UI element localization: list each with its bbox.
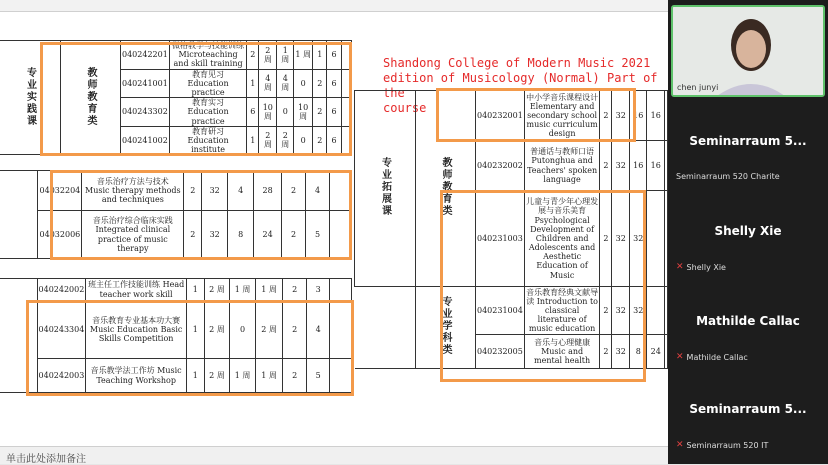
course-code: 040242002 (37, 279, 86, 301)
cell: 32 (612, 335, 630, 369)
cell: 1 (247, 126, 259, 155)
cat-cell: 教师教育类 (415, 91, 476, 287)
cell: 32 (629, 191, 647, 287)
shared-slide (0, 12, 668, 446)
cell: 2 (283, 279, 307, 301)
cell: 1 周 (230, 359, 256, 393)
participant-name: Mathilde Callac (686, 352, 748, 362)
cell: 1 (186, 359, 204, 393)
cell: 1 (313, 41, 327, 70)
cat-cell: 教师教育类 (60, 41, 121, 155)
cell: 8 (228, 211, 254, 259)
cell: 10 周 (259, 98, 277, 127)
cell: 32 (612, 287, 630, 335)
course-code: 040232002 (476, 141, 525, 191)
course-name: 微格教学与技能训练 Microteaching and skill training (169, 41, 247, 70)
participant-display-name: Seminarraum 5... (689, 402, 807, 416)
cell: 32 (202, 211, 228, 259)
cell: 24 (254, 211, 282, 259)
course-code: 040231003 (476, 191, 525, 287)
cell: 2 (282, 211, 306, 259)
cell: 1 (247, 69, 259, 98)
participant-name: Seminarraum 520 Charite (676, 172, 780, 181)
cell: 1 周 (294, 41, 313, 70)
cell (355, 287, 416, 369)
cell: 0 (230, 301, 256, 359)
cell (341, 69, 351, 98)
cell (330, 359, 352, 393)
course-name: 音乐教学法工作坊 Music Teaching Workshop (86, 359, 187, 393)
course-code: 040232001 (476, 91, 525, 141)
cell: 28 (254, 171, 282, 211)
cell: 16 (629, 91, 647, 141)
cell (647, 287, 665, 335)
cell: 4 (228, 171, 254, 211)
course-code: 04032006 (38, 211, 82, 259)
cat-cell: 专业实践课 (0, 41, 60, 155)
cat-cell: 专业学科类 (415, 287, 476, 369)
participant-tile[interactable] (668, 280, 828, 370)
cell (341, 126, 351, 155)
participant-display-name: Mathilde Callac (696, 314, 800, 328)
cell: 3 (306, 279, 330, 301)
course-code: 040243304 (37, 301, 86, 359)
table-practice (0, 40, 352, 155)
cell: 6 (327, 69, 341, 98)
course-name: 音乐教育专业基本功大赛 Music Education Basic Skills Competition (86, 301, 187, 359)
cell: 2 (600, 91, 612, 141)
cell (0, 171, 38, 259)
cell (329, 211, 351, 259)
cell (329, 171, 351, 211)
cell: 8 (629, 335, 647, 369)
cell: 1 周 (230, 279, 256, 301)
cell: 4 (306, 301, 330, 359)
participant-label (676, 352, 748, 362)
cell: 2 (184, 171, 202, 211)
cell: 2 (600, 191, 612, 287)
cell: 2 (282, 171, 306, 211)
cell: 2 周 (277, 126, 294, 155)
cell: 32 (612, 191, 630, 287)
cell: 2 周 (204, 359, 230, 393)
cell: 2 (313, 69, 327, 98)
cell: 16 (647, 141, 665, 191)
course-code: 040242201 (121, 41, 170, 70)
participant-label (676, 172, 780, 181)
cell (341, 98, 351, 127)
cell (330, 279, 352, 301)
slide-toolbar (0, 0, 668, 12)
cell: 2 周 (204, 279, 230, 301)
course-code: 040231004 (476, 287, 525, 335)
cell: 2 (313, 126, 327, 155)
table-workshop (0, 278, 352, 393)
course-name: 教育实习 Education practice (169, 98, 247, 127)
cell: 1 周 (255, 279, 283, 301)
course-name: 教育研习 Education institute (169, 126, 247, 155)
participant-tile[interactable] (668, 100, 828, 192)
participant-name: Shelly Xie (686, 262, 726, 272)
participant-video-chen-junyi[interactable] (671, 5, 825, 97)
cell: 2 周 (255, 301, 283, 359)
course-code: 040243302 (121, 98, 170, 127)
cell: 6 (327, 98, 341, 127)
cell: 24 (647, 335, 665, 369)
cell: 16 (629, 141, 647, 191)
cell (341, 41, 351, 70)
cell: 2 (283, 359, 307, 393)
cell: 1 (186, 301, 204, 359)
table-expansion (354, 90, 668, 369)
cell: 32 (629, 287, 647, 335)
cell (647, 191, 665, 287)
cell: 2 周 (259, 126, 277, 155)
course-name: 音乐治疗方法与技术 Music therapy methods and techniques (82, 171, 184, 211)
course-name: 教育见习 Education practice (169, 69, 247, 98)
table-therapy (0, 170, 352, 259)
cat-cell: 专业拓展课 (355, 91, 416, 287)
mic-muted-icon: ✕ (676, 440, 684, 450)
cell: 2 (184, 211, 202, 259)
cell: 6 (247, 98, 259, 127)
cell: 2 (600, 287, 612, 335)
cell: 2 (247, 41, 259, 70)
course-code: 04032204 (38, 171, 82, 211)
course-name: 普通话与教师口语 Putonghua and Teachers' spoken language (524, 141, 600, 191)
cell: 5 (306, 359, 330, 393)
cell: 4 周 (277, 69, 294, 98)
cell: 6 (327, 126, 341, 155)
course-name: 音乐与心理健康 Music and mental health (524, 335, 600, 369)
cell: 2 (600, 335, 612, 369)
cell: 2 (283, 301, 307, 359)
course-name: 音乐教育经典文献导读 Introduction to classical literature of music education (526, 287, 599, 334)
cell: 6 (327, 41, 341, 70)
course-name: 儿童与青少年心理发展与音乐美育 Psychological Development of Children and Adolescents and Aesthetic Education of Music (524, 191, 600, 287)
cell: 32 (612, 91, 630, 141)
course-code: 040232005 (476, 335, 525, 369)
cell: 4 (306, 171, 330, 211)
cell: 5 (306, 211, 330, 259)
course-code: 040242003 (37, 359, 86, 393)
participant-tile[interactable] (668, 192, 828, 280)
cell: 0 (277, 98, 294, 127)
participant-display-name: Seminarraum 5... (689, 134, 807, 148)
mic-muted-icon: ✕ (676, 352, 684, 362)
cell: 0 (294, 69, 313, 98)
cell: 2 周 (259, 41, 277, 70)
course-code: 040241002 (121, 126, 170, 155)
course-name: 中小学音乐课程设计 Elementary and secondary school music curriculum design (524, 91, 600, 141)
slide-title: Shandong College of Modern Music 2021 edition of Musicology (Normal) Part of the course (383, 56, 658, 115)
participant-tile[interactable] (668, 370, 828, 464)
participant-label (676, 262, 726, 272)
course-name: 班主任工作技能训练 Head teacher work skill (86, 279, 187, 301)
participant-display-name: Shelly Xie (714, 224, 782, 238)
cell: 1 周 (255, 359, 283, 393)
cell (0, 279, 37, 393)
cell: 1 (186, 279, 204, 301)
cell: 2 (600, 141, 612, 191)
cell: 4 周 (259, 69, 277, 98)
cell: 0 (294, 126, 313, 155)
cell: 10 周 (294, 98, 313, 127)
cell (330, 301, 352, 359)
cell: 32 (612, 141, 630, 191)
course-name: 音乐治疗综合临床实践 Integrated clinical practice of music therapy (82, 211, 184, 259)
participant-label (676, 440, 768, 450)
cell: 1 周 (277, 41, 294, 70)
speaker-notes-bar[interactable]: 单击此处添加备注 (0, 446, 668, 464)
course-code: 040241001 (121, 69, 170, 98)
cell: 32 (202, 171, 228, 211)
cell: 2 周 (204, 301, 230, 359)
mic-muted-icon: ✕ (676, 262, 684, 272)
cell: 2 (313, 98, 327, 127)
participant-name: Seminarraum 520 IT (686, 440, 769, 450)
participant-name: chen junyi (677, 83, 719, 92)
cell: 16 (647, 91, 665, 141)
